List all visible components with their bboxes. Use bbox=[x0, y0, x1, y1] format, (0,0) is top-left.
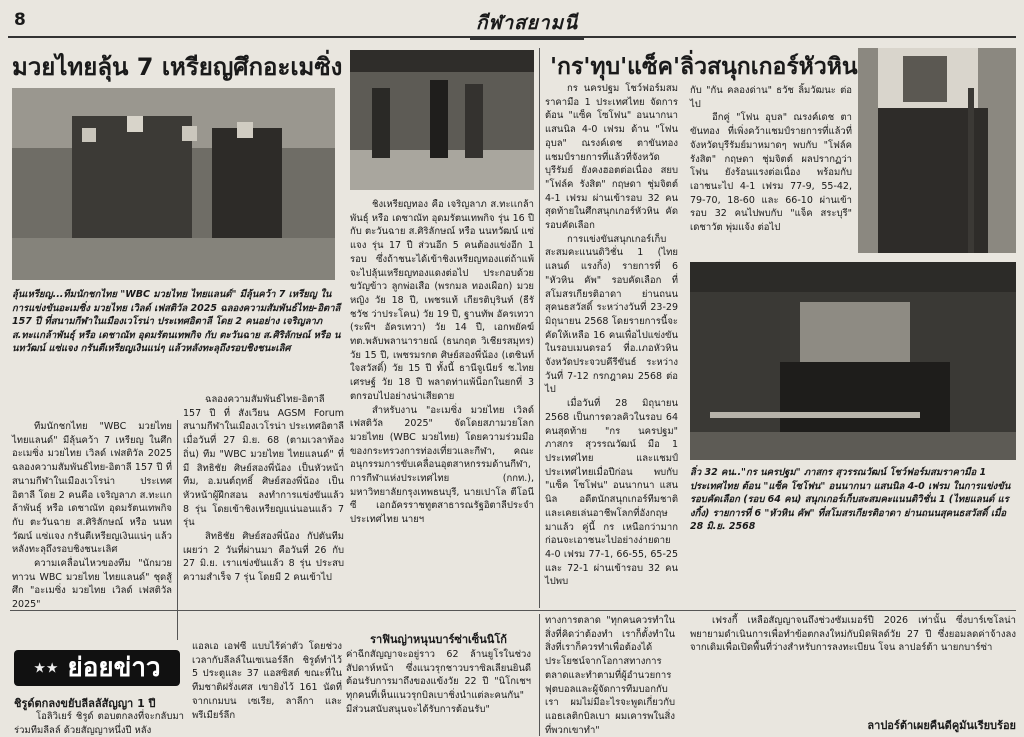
snooker-player-photo bbox=[858, 48, 1016, 253]
left-col2-p1: ฉลองความสัมพันธ์ไทย-อิตาลี 157 ปี ที่ สังเวียน AGSM Forum สนามกีฬาในเมืองเวโรน่า ประเทศอิตาลี เมื่อวันที่ 27 มิ.ย. 68 (ตามเวลาท้องถิ่น) ทีม "WBC มวยไทย ไทยแลนด์" ที่มี สิทธิชัย ศิษย์สองพี่น้อง เป็นหัวหน้าทีม, อ.มนต์ฤทธิ์ ศิษย์สองพี่น้อง เป็นหัวหน้าผู้ฝึกสอน ลงทำการแข่งขันแล้ว 8 รุ่น โดยเข้าชิงเหรียญแน่นอนแล้ว 7 รุ่น bbox=[183, 394, 344, 529]
right-caption: ลิ่ว 32 คน.."กร นครปฐม" ภาสกร สุวรรณวัฒน์ โชว์ฟอร์มสมราคามือ 1 ประเทศไทย ต้อน "แซ็ค โซโฟน" อนนากนา แสนนิล 4-0 เฟรม ในการแข่งขันรอบคัดเลือก (รอบ 64 คน) สนุกเกอร์เก็บสะสมคะแนนดิวิชั่น 1 (ไทยแลนด์ แรงกิ้ง) รายการที่ 6 "หัวหิน คัพ" ที่สโมสรเกียรติอาดา ย่านถนนสุคนธสวัสดิ์ เมื่อ 28 มิ.ย. 2568 bbox=[690, 467, 1011, 532]
bottom-col-b-p: ค่าฉีกสัญญาจะอยู่ราว 62 ล้านยูโรในช่วงสัปดาห์หน้า ซึ่งแนวรุกชาวบราซิลเลียนยินดีต้อนรับการมาถึงของแข้งวัย 22 ปี "นิโกเชฯทุกคนที่เห็นแนวรุกบิลเบาชิ่งนำแต่ละคนกัน" มีส่วนสนับสนุนจะได้รับการต้อนรับ" bbox=[346, 649, 531, 715]
bottom-col-d bbox=[690, 614, 1016, 714]
right-col2-p1: กับ "กัน คลองด่าน" ธวัช ลิ้มวัฒนะ ต่อไป bbox=[690, 85, 852, 110]
left-col2-p2: สิทธิชัย ศิษย์สองพี่น้อง กัปตันทีม เผยว่า 2 วันที่ผ่านมา คือวันที่ 26 กับ 27 มิ.ย. เราแข่งขันแล้ว 8 รุ่น ประสบความสำเร็จ 7 รุ่น โดยมี 2 คนเข้าไป bbox=[183, 531, 344, 584]
left-col3-p2: สำหรับงาน "อะเมซิ่ง มวยไทย เวิลด์ เฟสติวัล 2025" จัดโดยสภามวยโลก มวยไทย (WBC มวยไทย) โดยความร่วมมือของกระทรวงการท่องเที่ยวและกีฬา, คณะอนุกรรมการขับเคลื่อนอุตสาหกรรมด้านกีฬา, การกีฬาแห่งประเทศไทย (กกท.), มหาวิทยาลัยกรุงเทพธนบุรี, นายเปาโล ตีโอนีซี เอกอัครราชทูตสาธารณรัฐอิตาลีประจำประเทศไทย นายฯ bbox=[350, 404, 534, 526]
right-headline: 'กร'ทุบ'แซ็ค'ลิ่วสนุกเกอร์หัวหิน bbox=[550, 54, 858, 80]
left-caption: ลุ้นเหรียญ...ทีมนักชกไทย "WBC มวยไทย ไทยแลนด์" มีลุ้นคว้า 7 เหรียญ ในการแข่งขันอะเมซิ่ง มวยไทย เวิลด์ เฟสติวัล 2025 ฉลองความสัมพันธ์ไทย-อิตาลี 157 ปี ที่สนามกีฬาในเมืองเวโรน่า ประเทศอิตาลี โดย 2 คนอย่าง เจริญลาภ ส.ทะเเกล้าพันธุ์ หรือ เดชาณัท อุดมรัตนเทพกิจ กับ ตะวันฉาย ส.ศิริลักษณ์ หรือ นนทวัฒน์ แซ่แจง กรันตีเหรียญเงินแน่ๆ แล้วหลังทะลุถึงรอบชิงชนะเลิศ bbox=[12, 289, 341, 354]
brief-text-p: โอลิวิเยร์ ชิรูด์ ตอบตกลงที่จะกลับมาร่วมทีมลีลล์ ด้วยสัญญาหนึ่งปี หลัง bbox=[14, 711, 184, 736]
left-col3 bbox=[350, 198, 534, 603]
right-col1-p3: เมื่อวันที่ 28 มิถุนายน 2568 เป็นการดวลคิวในรอบ 64 คนสุดท้าย "กร นครปฐม" ภาสกร สุวรรณวัฒน์ มือ 1 ประเทศไทย และแชมป์ประเทศไทยเมื่อปีก่อน พบกับ "แซ็ค โซโฟน" อนนากนา แสนนิล อดีตนักสนุกเกอร์ทีมชาติ และเคยเล่นอาชีพโลกที่อังกฤษมาแล้ว คู่นี้ กร เหนือกว่ามาก ก่อนจะเอาชนะไปอย่างง่ายดาย 4-0 เฟรม 77-1, 66-55, 65-25 และ 72-1 ผ่านเข้ารอบ 32 คนไปพบ bbox=[545, 398, 678, 588]
bottom-col-c-p: ทางการตลาด "ทุกคนควรทำในสิ่งที่คิดว่าต้องทำ เราก็ตั้งทำในสิ่งที่เราก็ควรทำเพื่อต้องได้ประโยชน์จากโอกาสทางการตลาดและทำตามที่ผู้อำนวยการฟุตบอลและผู้จัดการทีมบอกกับเรา ผมไม่มีอะไรจะพูดเกี่ยวกับแอธเลติกบิลเบา ผมเคารพในสิ่งที่พวกเขาทำ" bbox=[545, 615, 675, 736]
bottom-col-a bbox=[192, 640, 342, 736]
boxing-ring-photo bbox=[350, 50, 534, 190]
left-col1-p1: ทีมนักชกไทย "WBC มวยไทย ไทยแลนด์" มีลุ้นคว้า 7 เหรียญ ในศึกอะเมซิ่ง มวยไทย เวิลด์ เฟสติวัล 2025 ฉลองความสัมพันธ์ไทย-อิตาลี 157 ปี ที่สนามกีฬาในเมืองเวโรน่า ประเทศอิตาลี โดย 2 คนคือ เจริญลาภ ส.ทะเเกล้าพันธุ์ หรือ เดชาณัท อุดมรัตนเทพกิจ กับ ตะวันฉาย ส.ศิริลักษณ์ หรือ นนทวัฒน์ แซ่แจง กรันตีเหรียญเงินแน่ๆ แล้ว หลังทะลุถึงรอบชิงชนะเลิศ bbox=[12, 421, 172, 556]
left-col1 bbox=[12, 420, 172, 646]
bottom-col-c bbox=[545, 614, 675, 736]
bottom-col-d-p: เฟรงกี้ เหลือสัญญาจนถึงช่วงซัมเมอร์ปี 2026 เท่านั้น ซึ่งบาร์เซโลน่าพยายามดำเนินการเพื่อทำข้อตกลงใหม่กับมิดฟิลด์วัย 27 ปี ซึ่งยอมลดค่าจ้างลงจากเดิมเพื่อเปิดพื้นที่ว่างสำหรับการลงทะเบียน โจน ลาปอร์ต้า นายกบาร์ซ่า bbox=[690, 615, 1016, 654]
right-col1-p1: กร นครปฐม โชว์ฟอร์มสมราคามือ 1 ประเทศไทย จัดการต้อน "แซ็ค โซโฟน" อนนากนา แสนนิล 4-0 เฟรม ด้าน "โฟน อุบล" ณรงค์เดช ตาขันทอง แชมป์รายการที่แล้วที่จังหวัดบุรีรัมย์ ยังคงฮอตต่อเนื่อง สยบ "โฟล์ค รังสิต" กฤษดา ชุ่มจิตต์ 4-1 เฟรม ผ่านเข้ารอบ 32 คนสุดท้ายในศึกสนุกเกอร์หัวหิน คัดรอบคัดเลือก bbox=[545, 83, 678, 232]
tail-title: ลาปอร์ต้าเผยคืนดีคูมันเรียบร้อย bbox=[867, 719, 1016, 732]
boxing-team-photo bbox=[12, 88, 335, 280]
brief-text bbox=[14, 710, 184, 736]
right-col1 bbox=[545, 82, 678, 588]
col-divider bbox=[177, 420, 178, 640]
bottom-divider bbox=[539, 614, 540, 736]
left-col3-p1: ชิงเหรียญทอง คือ เจริญลาภ ส.ทะเเกล้าพันธุ์ หรือ เดชาณัท อุดมรัตนเทพกิจ รุ่น 16 ปี กับ ตะวันฉาย ส.ศิริลักษณ์ หรือ นนทวัฒน์ แซ่แจง รุ่น 17 ปี ส่วนอีก 5 คนต้องแข่งอีก 1 รอบ ซึ่งถ้าชนะได้เข้าชิงเหรียญทองแต่ถ้าแพ้จะไปลุ้นเหรียญทองแดงต่อไป ประกอบด้วย ขวัญข้าว ลูกพ่อเสือ (พรกมล ทองเผือก) มวยหญิง วัย 18 ปี, เพชรแท้ เกียรติบุรินท์ (ธีรัชวัช ว่าประโคน) วัย 19 ปี, ฐานทัพ อัครเทวา (ระพีฯ อัครเทวา) วัย 14 ปี, เอกพยัคฆ์ ทต.พลับพลานารายณ์ (ธนกฤต วิเชียรสมุทร) วัย 15 ปี, เพชรมรกต ศิษย์สองพี่น้อง (เตชินท์ ใจสวัสดิ์) วัย 15 ปี ทั้งนี้ ธานีจูเนียร์ ช.ไทยเศรษฐ์ วัย 18 ปี พลาดท่าแพ้น็อกในยกที่ 3 ตกรอบไปอย่างน่าเสียดาย bbox=[350, 199, 534, 402]
page-number: 8 bbox=[14, 10, 26, 30]
right-col1-p2: การแข่งขันสนุกเกอร์เก็บสะสมคะแนนดิวิชั่น 1 (ไทยแลนด์ แรงกิ้ง) รายการที่ 6 "หัวหิน คัพ" รอบคัดเลือก ที่สโมสรเกียรติอาดา ย่านถนนสุคนธสวัสดิ์ ระหว่างวันที่ 23-29 มิถุนายน 2568 โดยรายการนี้จะคัดให้เหลือ 16 คนเพื่อไปแข่งขันในรอบเมนดรอว์ ที่อ.เภอหัวหิน จังหวัดประจวบคีรีขันธ์ ระหว่างวันที่ 7-12 กรกฎาคม 2568 ต่อไป bbox=[545, 233, 678, 396]
right-col2-p2: อีกคู่ "โฟน อุบล" ณรงค์เดช ตาขันทอง ที่เพิ่งคว้าแชมป์รายการที่แล้วที่จังหวัดบุรีรัมย์มาหมาดๆ พบกับ "โฟล์ค รังสิต" กฤษดา ชุ่มจิตต์ ผลปรากฏว่า โฟน ยังร้อนแรงต่อเนื่อง พร้อมกับเอาชนะไป 4-1 เฟรม 77-9, 55-42, 79-70, 18-60 และ 66-10 ผ่านเข้ารอบ 32 คนไปพบกับ "แจ็ค สระบุรี" เดชาวัต พุ่มแจ้ง ต่อไป bbox=[690, 112, 852, 234]
left-headline: มวยไทยลุ้น 7 เหรียญศึกอะเมซิ่ง bbox=[12, 53, 343, 81]
top-rule bbox=[8, 36, 1016, 38]
bottom-col-a-p: แอลเอ เอฟซี แบบไร้ค่าตัว โดยช่วงเวลากับลีลล์ในเซเนอร์ลีก ชิรูด์ทำไว้ 5 ประตูและ 37 แอสซิสต์ ขณะที่ในทีมชาติฝรั่งเศส เขายิงไว้ 161 นัดที่ จากเกมบน เซเรีย, ลาลีกา และพรีเมียร์ลีก bbox=[192, 641, 342, 721]
snooker-shot-photo bbox=[690, 262, 1016, 460]
left-col1-p2: ความเคลื่อนไหวของทีม "นักมวยทาวน WBC มวยไทย ไทยแลนด์" ชุดสู้ศึก "อะเมซิ่ง มวยไทย เวิลด์ เฟสติวัล 2025" bbox=[12, 558, 172, 611]
brief-title: ชิรูด์ตกลงขยับลีลลัสัญญา 1 ปี bbox=[14, 697, 156, 710]
briefs-logo-text: ย่อยข่าว bbox=[67, 653, 161, 683]
mid-title: ราฟินญ่าหนุนบาร์ซ่าเซ็นนิโก้ bbox=[370, 633, 507, 646]
star-icon: ★★ bbox=[33, 660, 59, 677]
left-col2 bbox=[183, 393, 344, 606]
masthead: กีฬาสยามนี bbox=[470, 8, 584, 40]
right-col2 bbox=[690, 84, 852, 259]
story-divider bbox=[539, 48, 540, 608]
bottom-rule bbox=[10, 610, 1016, 611]
briefs-logo bbox=[14, 650, 180, 686]
bottom-col-b bbox=[346, 648, 531, 736]
